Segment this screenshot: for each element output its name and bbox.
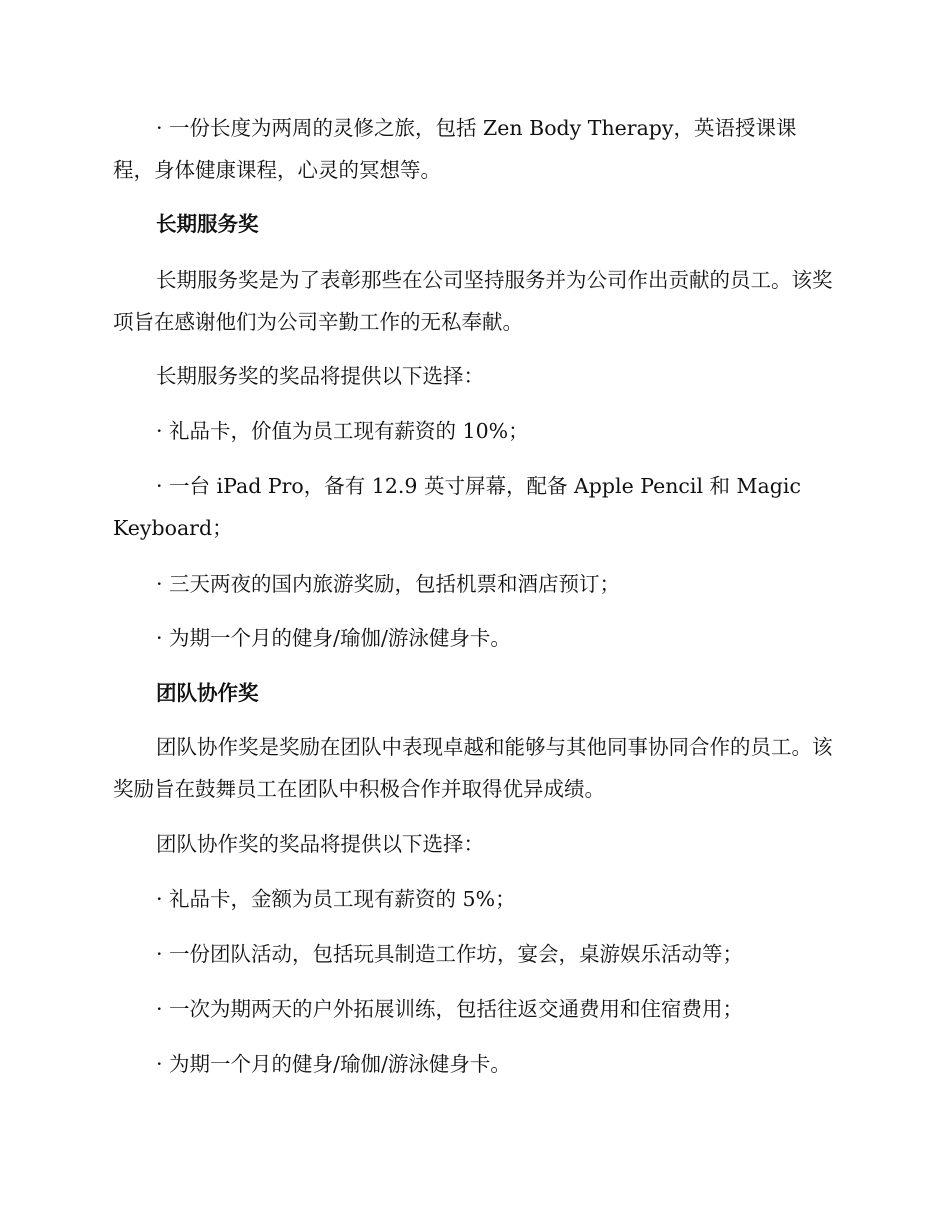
long-service-description: 长期服务奖是为了表彰那些在公司坚持服务并为公司作出贡献的员工。该奖项旨在感谢他们为公司辛勤工作的无私奉献。 bbox=[113, 268, 833, 334]
long-service-prize-intro: 长期服务奖的奖品将提供以下选择： bbox=[156, 364, 484, 388]
list-item: · 三天两夜的国内旅游奖励，包括机票和酒店预订； bbox=[156, 572, 621, 596]
list-item: · 一次为期两天的户外拓展训练，包括往返交通费用和住宿费用； bbox=[156, 997, 744, 1021]
list-item: · 礼品卡，价值为员工现有薪资的 10%； bbox=[156, 419, 529, 443]
team-work-prize-intro: 团队协作奖的奖品将提供以下选择： bbox=[156, 832, 484, 856]
list-item: · 为期一个月的健身/瑜伽/游泳健身卡。 bbox=[156, 1052, 511, 1076]
team-work-description: 团队协作奖是奖励在团队中表现卓越和能够与其他同事协同合作的员工。该奖励旨在鼓舞员工在团队中积极合作并取得优异成绩。 bbox=[113, 735, 833, 801]
list-item: · 一份团队活动，包括玩具制造工作坊，宴会，桌游娱乐活动等； bbox=[156, 942, 744, 966]
list-item: · 一台 iPad Pro，备有 12.9 英寸屏幕，配备 Apple Pencil 和 Magic Keyboard； bbox=[113, 474, 801, 540]
section-heading-long-service: 长期服务奖 bbox=[156, 212, 259, 236]
intro-list-item: · 一份长度为两周的灵修之旅，包括 Zen Body Therapy，英语授课课程，身体健康课程，心灵的冥想等。 bbox=[113, 116, 797, 182]
section-heading-team-work: 团队协作奖 bbox=[156, 681, 259, 705]
list-item: · 为期一个月的健身/瑜伽/游泳健身卡。 bbox=[156, 626, 511, 650]
list-item: · 礼品卡，金额为员工现有薪资的 5%； bbox=[156, 887, 516, 911]
